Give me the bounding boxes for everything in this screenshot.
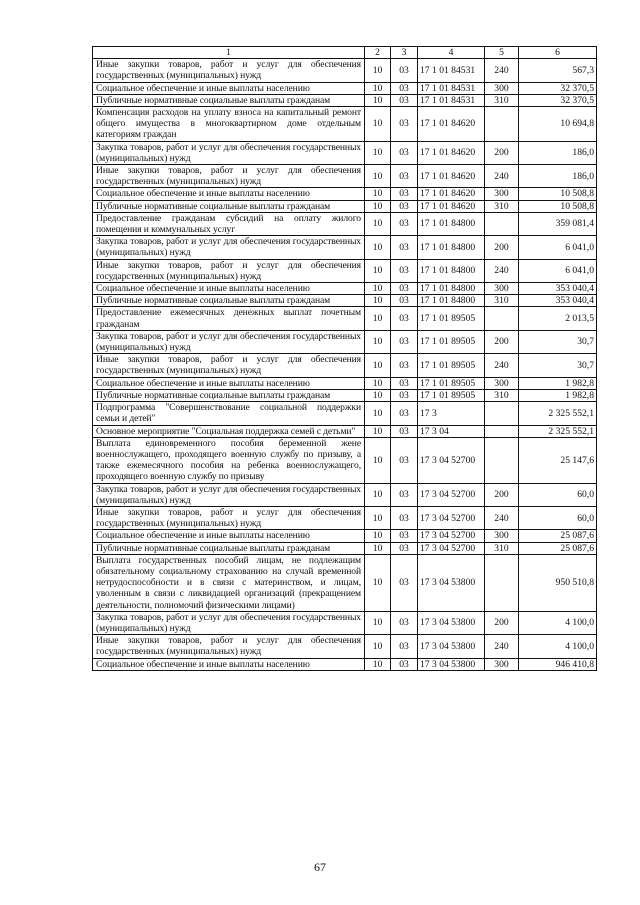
row-expense-type: 240 <box>485 635 519 658</box>
row-target-code: 17 1 01 89505 <box>418 389 485 401</box>
row-description: Социальное обеспечение и иные выплаты населению <box>93 188 365 200</box>
row-description: Социальное обеспечение и иные выплаты населению <box>93 658 365 670</box>
row-amount: 4 100,0 <box>519 635 597 658</box>
row-target-code: 17 1 01 84531 <box>418 94 485 106</box>
row-section: 10 <box>365 542 391 554</box>
row-target-code: 17 3 04 53800 <box>418 658 485 670</box>
row-expense-type <box>485 307 519 330</box>
row-subsection: 03 <box>391 437 418 483</box>
row-amount: 10 508,8 <box>519 188 597 200</box>
row-target-code: 17 3 04 <box>418 425 485 437</box>
row-target-code: 17 1 01 84620 <box>418 165 485 188</box>
row-subsection: 03 <box>391 107 418 142</box>
row-subsection: 03 <box>391 141 418 164</box>
row-section: 10 <box>365 165 391 188</box>
row-expense-type: 310 <box>485 94 519 106</box>
row-description: Предоставление гражданам субсидий на оплату жилого помещения и коммунальных услуг <box>93 212 365 235</box>
row-subsection: 03 <box>391 402 418 425</box>
row-amount: 950 510,8 <box>519 554 597 611</box>
row-amount: 946 410,8 <box>519 658 597 670</box>
row-subsection: 03 <box>391 283 418 295</box>
row-amount: 25 147,6 <box>519 437 597 483</box>
header-col-5: 5 <box>485 47 519 59</box>
row-subsection: 03 <box>391 530 418 542</box>
row-subsection: 03 <box>391 259 418 282</box>
table-row <box>93 377 597 389</box>
table-row <box>93 236 597 259</box>
row-expense-type: 310 <box>485 200 519 212</box>
row-target-code: 17 1 01 84531 <box>418 82 485 94</box>
row-description: Выплата единовременного пособия беременной жене военнослужащего, проходящего военную службу по призыву, а также ежемесячного пособия на ребенка военнослужащего, проходящего военную службу по призыву <box>93 437 365 483</box>
row-expense-type: 300 <box>485 283 519 295</box>
row-description: Иные закупки товаров, работ и услуг для обеспечения государственных (муниципальных) нужд <box>93 259 365 282</box>
table-row <box>93 295 597 307</box>
row-section: 10 <box>365 437 391 483</box>
row-section: 10 <box>365 635 391 658</box>
row-expense-type: 200 <box>485 611 519 634</box>
row-description: Предоставление ежемесячных денежных выплат почетным гражданам <box>93 307 365 330</box>
row-amount: 186,0 <box>519 141 597 164</box>
row-section: 10 <box>365 94 391 106</box>
row-subsection: 03 <box>391 658 418 670</box>
row-description: Иные закупки товаров, работ и услуг для обеспечения государственных (муниципальных) нужд <box>93 506 365 529</box>
row-expense-type: 300 <box>485 82 519 94</box>
row-description: Выплата государственных пособий лицам, не подлежащим обязательному социальному страхованию на случай временной нетрудоспособности и в связи с материнством, и лицам, уволенным в связи с ликвидацией организаций (прекращением деятельности, полномочий физическими лицами) <box>93 554 365 611</box>
row-amount: 1 982,8 <box>519 389 597 401</box>
row-amount: 10 694,8 <box>519 107 597 142</box>
header-col-6: 6 <box>519 47 597 59</box>
table-row <box>93 554 597 611</box>
row-amount: 10 508,8 <box>519 200 597 212</box>
row-target-code: 17 1 01 84800 <box>418 236 485 259</box>
row-expense-type: 240 <box>485 59 519 82</box>
row-section: 10 <box>365 554 391 611</box>
header-col-3: 3 <box>391 47 418 59</box>
row-section: 10 <box>365 259 391 282</box>
row-target-code: 17 3 04 52700 <box>418 506 485 529</box>
row-description: Основное мероприятие "Социальная поддержка семей с детьми" <box>93 425 365 437</box>
header-col-2: 2 <box>365 47 391 59</box>
row-description: Закупка товаров, работ и услуг для обеспечения государственных (муниципальных) нужд <box>93 611 365 634</box>
row-subsection: 03 <box>391 330 418 353</box>
row-expense-type: 300 <box>485 658 519 670</box>
row-expense-type: 310 <box>485 389 519 401</box>
table-row <box>93 141 597 164</box>
row-section: 10 <box>365 389 391 401</box>
row-description: Социальное обеспечение и иные выплаты населению <box>93 283 365 295</box>
row-amount: 30,7 <box>519 330 597 353</box>
row-target-code: 17 1 01 84620 <box>418 188 485 200</box>
table-row <box>93 259 597 282</box>
row-subsection: 03 <box>391 483 418 506</box>
row-subsection: 03 <box>391 506 418 529</box>
row-expense-type: 240 <box>485 354 519 377</box>
table-row <box>93 330 597 353</box>
table-row <box>93 658 597 670</box>
row-subsection: 03 <box>391 200 418 212</box>
row-section: 10 <box>365 530 391 542</box>
row-subsection: 03 <box>391 425 418 437</box>
table-row <box>93 437 597 483</box>
row-subsection: 03 <box>391 212 418 235</box>
row-subsection: 03 <box>391 389 418 401</box>
row-amount: 186,0 <box>519 165 597 188</box>
row-subsection: 03 <box>391 542 418 554</box>
row-target-code: 17 3 04 52700 <box>418 437 485 483</box>
row-target-code: 17 3 04 52700 <box>418 483 485 506</box>
table-row <box>93 107 597 142</box>
table-row <box>93 188 597 200</box>
row-section: 10 <box>365 295 391 307</box>
row-section: 10 <box>365 200 391 212</box>
row-expense-type: 310 <box>485 542 519 554</box>
table-row <box>93 389 597 401</box>
row-target-code: 17 3 04 53800 <box>418 554 485 611</box>
row-amount: 6 041,0 <box>519 259 597 282</box>
row-expense-type <box>485 437 519 483</box>
row-expense-type: 200 <box>485 236 519 259</box>
row-description: Иные закупки товаров, работ и услуг для обеспечения государственных (муниципальных) нужд <box>93 59 365 82</box>
row-section: 10 <box>365 611 391 634</box>
table-row <box>93 611 597 634</box>
row-amount: 60,0 <box>519 506 597 529</box>
row-target-code: 17 1 01 84800 <box>418 212 485 235</box>
row-section: 10 <box>365 402 391 425</box>
row-target-code: 17 1 01 84531 <box>418 59 485 82</box>
table-row <box>93 530 597 542</box>
row-expense-type <box>485 554 519 611</box>
row-target-code: 17 1 01 84800 <box>418 283 485 295</box>
row-section: 10 <box>365 59 391 82</box>
page-number: 67 <box>314 860 326 874</box>
row-expense-type <box>485 107 519 142</box>
table-row <box>93 483 597 506</box>
row-subsection: 03 <box>391 94 418 106</box>
row-expense-type <box>485 402 519 425</box>
row-target-code: 17 3 04 52700 <box>418 530 485 542</box>
row-target-code: 17 1 01 89505 <box>418 330 485 353</box>
row-amount: 32 370,5 <box>519 82 597 94</box>
row-section: 10 <box>365 354 391 377</box>
row-description: Публичные нормативные социальные выплаты гражданам <box>93 200 365 212</box>
row-subsection: 03 <box>391 307 418 330</box>
row-target-code: 17 1 01 89505 <box>418 377 485 389</box>
row-description: Компенсация расходов на уплату взноса на капитальный ремонт общего имущества в многоквартирном доме отдельным категориям граждан <box>93 107 365 142</box>
row-amount: 4 100,0 <box>519 611 597 634</box>
row-section: 10 <box>365 307 391 330</box>
row-subsection: 03 <box>391 165 418 188</box>
row-subsection: 03 <box>391 354 418 377</box>
row-description: Иные закупки товаров, работ и услуг для обеспечения государственных (муниципальных) нужд <box>93 165 365 188</box>
row-target-code: 17 1 01 84800 <box>418 259 485 282</box>
row-target-code: 17 1 01 84620 <box>418 107 485 142</box>
row-expense-type: 300 <box>485 530 519 542</box>
row-description: Социальное обеспечение и иные выплаты населению <box>93 82 365 94</box>
row-description: Закупка товаров, работ и услуг для обеспечения государственных (муниципальных) нужд <box>93 236 365 259</box>
row-amount: 359 081,4 <box>519 212 597 235</box>
header-col-4: 4 <box>418 47 485 59</box>
row-subsection: 03 <box>391 377 418 389</box>
row-expense-type: 200 <box>485 330 519 353</box>
table-row <box>93 425 597 437</box>
row-amount: 32 370,5 <box>519 94 597 106</box>
row-target-code: 17 1 01 84620 <box>418 141 485 164</box>
row-description: Публичные нормативные социальные выплаты гражданам <box>93 295 365 307</box>
row-amount: 6 041,0 <box>519 236 597 259</box>
row-amount: 25 087,6 <box>519 530 597 542</box>
row-expense-type: 240 <box>485 259 519 282</box>
row-description: Социальное обеспечение и иные выплаты населению <box>93 530 365 542</box>
row-description: Закупка товаров, работ и услуг для обеспечения государственных (муниципальных) нужд <box>93 141 365 164</box>
row-section: 10 <box>365 425 391 437</box>
table-row <box>93 542 597 554</box>
budget-table <box>92 46 597 671</box>
table-row <box>93 94 597 106</box>
row-section: 10 <box>365 377 391 389</box>
row-target-code: 17 1 01 89505 <box>418 354 485 377</box>
row-amount: 25 087,6 <box>519 542 597 554</box>
table-row <box>93 165 597 188</box>
table-row <box>93 200 597 212</box>
row-description: Публичные нормативные социальные выплаты гражданам <box>93 94 365 106</box>
row-amount: 1 982,8 <box>519 377 597 389</box>
row-amount: 60,0 <box>519 483 597 506</box>
row-expense-type: 300 <box>485 188 519 200</box>
row-section: 10 <box>365 330 391 353</box>
row-subsection: 03 <box>391 295 418 307</box>
row-amount: 567,3 <box>519 59 597 82</box>
row-section: 10 <box>365 283 391 295</box>
table-row <box>93 402 597 425</box>
header-col-1: 1 <box>93 47 365 59</box>
row-expense-type: 200 <box>485 483 519 506</box>
row-expense-type <box>485 425 519 437</box>
table-row <box>93 307 597 330</box>
table-row <box>93 354 597 377</box>
row-subsection: 03 <box>391 554 418 611</box>
row-expense-type: 240 <box>485 506 519 529</box>
row-section: 10 <box>365 658 391 670</box>
row-expense-type: 240 <box>485 165 519 188</box>
row-description: Закупка товаров, работ и услуг для обеспечения государственных (муниципальных) нужд <box>93 483 365 506</box>
row-target-code: 17 1 01 84620 <box>418 200 485 212</box>
row-target-code: 17 3 04 52700 <box>418 542 485 554</box>
row-section: 10 <box>365 212 391 235</box>
row-subsection: 03 <box>391 82 418 94</box>
row-section: 10 <box>365 188 391 200</box>
table-row <box>93 506 597 529</box>
row-amount: 2 325 552,1 <box>519 402 597 425</box>
row-section: 10 <box>365 141 391 164</box>
row-description: Подпрограмма "Совершенствование социальной поддержки семьи и детей" <box>93 402 365 425</box>
row-description: Социальное обеспечение и иные выплаты населению <box>93 377 365 389</box>
table-row <box>93 635 597 658</box>
row-section: 10 <box>365 107 391 142</box>
table-header-row <box>93 47 597 59</box>
row-target-code: 17 3 04 53800 <box>418 611 485 634</box>
row-target-code: 17 1 01 84800 <box>418 295 485 307</box>
row-subsection: 03 <box>391 611 418 634</box>
row-expense-type <box>485 212 519 235</box>
row-target-code: 17 3 <box>418 402 485 425</box>
table-row <box>93 283 597 295</box>
row-section: 10 <box>365 82 391 94</box>
row-target-code: 17 1 01 89505 <box>418 307 485 330</box>
table-row <box>93 82 597 94</box>
row-subsection: 03 <box>391 59 418 82</box>
row-subsection: 03 <box>391 635 418 658</box>
row-amount: 30,7 <box>519 354 597 377</box>
row-amount: 2 325 552,1 <box>519 425 597 437</box>
row-description: Публичные нормативные социальные выплаты гражданам <box>93 389 365 401</box>
row-description: Публичные нормативные социальные выплаты гражданам <box>93 542 365 554</box>
row-target-code: 17 3 04 53800 <box>418 635 485 658</box>
row-description: Иные закупки товаров, работ и услуг для обеспечения государственных (муниципальных) нужд <box>93 635 365 658</box>
table-row <box>93 59 597 82</box>
row-section: 10 <box>365 236 391 259</box>
row-section: 10 <box>365 506 391 529</box>
row-expense-type: 200 <box>485 141 519 164</box>
row-subsection: 03 <box>391 236 418 259</box>
row-expense-type: 310 <box>485 295 519 307</box>
row-subsection: 03 <box>391 188 418 200</box>
table-row <box>93 212 597 235</box>
row-description: Закупка товаров, работ и услуг для обеспечения государственных (муниципальных) нужд <box>93 330 365 353</box>
row-amount: 353 040,4 <box>519 295 597 307</box>
row-amount: 353 040,4 <box>519 283 597 295</box>
row-description: Иные закупки товаров, работ и услуг для обеспечения государственных (муниципальных) нужд <box>93 354 365 377</box>
row-amount: 2 013,5 <box>519 307 597 330</box>
row-section: 10 <box>365 483 391 506</box>
row-expense-type: 300 <box>485 377 519 389</box>
table-body <box>93 59 597 671</box>
